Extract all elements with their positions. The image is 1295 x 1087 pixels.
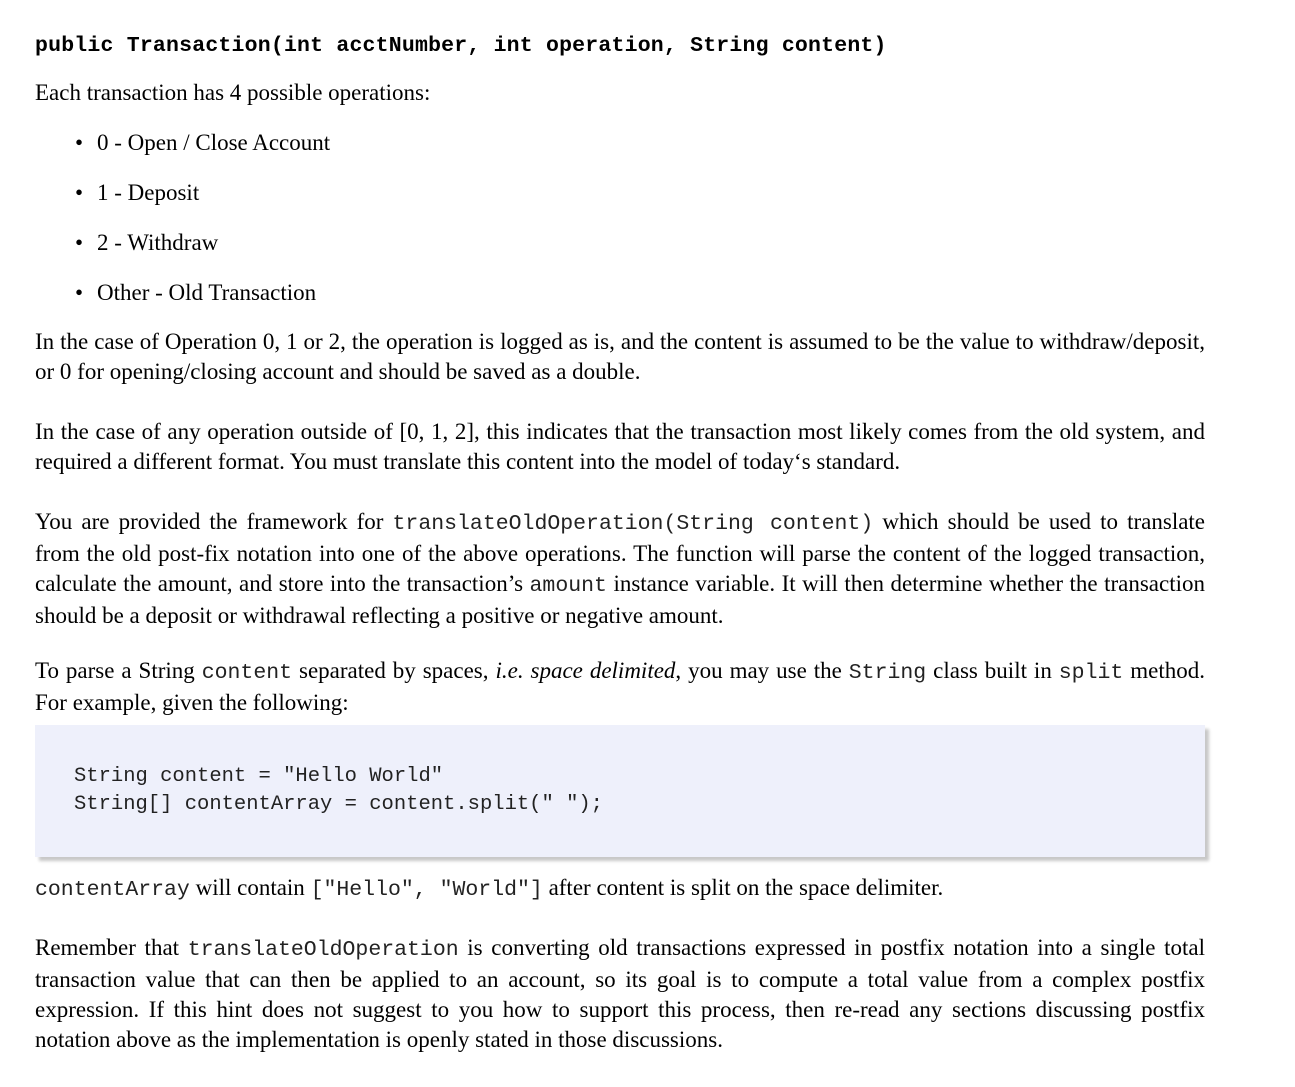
text-span: which should be used to translate from the old post-fix notation into one of the above operations. The function will parse the content of the logged transaction, calculate the amount, and store into the transaction’s bbox=[35, 509, 1206, 596]
range-math: [0, 1, 2] bbox=[399, 419, 475, 444]
operation-label: 2 - Withdraw bbox=[97, 230, 219, 255]
operation-label: 0 - Open / Close Account bbox=[97, 130, 331, 155]
text-span: You are provided the framework for bbox=[35, 509, 393, 534]
code-block bbox=[35, 725, 1205, 857]
text-span: , this indicates that the transaction most likely comes from the old system, and required a different format. You must translate this content into the model of today‘s standard. bbox=[35, 419, 1205, 474]
text-span: will contain bbox=[189, 875, 311, 900]
operations-list bbox=[75, 128, 330, 328]
operation-label: 1 - Deposit bbox=[97, 180, 200, 205]
inline-code: translateOldOperation bbox=[187, 938, 459, 962]
text-span: method. For example, given the following: bbox=[35, 658, 1205, 715]
operation-label: Other - Old Transaction bbox=[97, 280, 317, 305]
intro-text: Each transaction has 4 possible operations: bbox=[35, 80, 431, 105]
code-listing bbox=[74, 763, 603, 819]
bullet-icon: • bbox=[75, 180, 84, 205]
bullet-icon: • bbox=[75, 130, 84, 155]
code-line: String[] contentArray = content.split(" "); bbox=[74, 793, 603, 816]
inline-code: translateOldOperation(String content) bbox=[392, 512, 874, 536]
italic-text: i.e. space delimited bbox=[495, 658, 676, 683]
paragraph-split-result bbox=[35, 873, 1205, 905]
paragraph-old-operations bbox=[35, 417, 1205, 477]
bullet-icon: • bbox=[75, 280, 84, 305]
inline-code: String bbox=[848, 661, 927, 685]
paragraph-operations-012: In the case of Operation 0, 1 or 2, the operation is logged as is, and the content is assumed to be the value to withdraw/deposit, or 0 for opening/closing account and should be saved as a double. bbox=[35, 329, 1205, 384]
list-item bbox=[75, 278, 330, 328]
text-span: instance variable. It will then determine whether the transaction should be a deposit or withdrawal reflecting a positive or negative amount. bbox=[35, 571, 1206, 628]
method-signature: public Transaction(int acctNumber, int operation, String content) bbox=[35, 34, 887, 58]
list-item bbox=[75, 128, 330, 178]
text-span: , you may use the bbox=[675, 658, 849, 683]
text-span: In the case of any operation outside of bbox=[35, 419, 400, 444]
text-span: after content is split on the space delimiter. bbox=[542, 875, 944, 900]
bullet-icon: • bbox=[75, 230, 84, 255]
list-item bbox=[75, 228, 330, 278]
list-item bbox=[75, 178, 330, 228]
inline-code: split bbox=[1058, 661, 1124, 685]
paragraph-translate-framework bbox=[35, 507, 1205, 631]
code-line: String content = "Hello World" bbox=[74, 765, 444, 788]
inline-code: content bbox=[201, 661, 293, 685]
text-span: is converting old transactions expressed in postfix notation into a single total transaction value that can then be applied to an account, so its goal is to compute a total value from a complex postfix expression. If this hint does not suggest to you how to support this process, then re-read any sections discussing postfix notation above as the implementation is openly stated in those discussions. bbox=[35, 935, 1205, 1052]
inline-code: amount bbox=[529, 574, 607, 598]
paragraph-split-method bbox=[35, 656, 1205, 718]
text-span: class built in bbox=[926, 658, 1059, 683]
text-span: separated by spaces, bbox=[292, 658, 496, 683]
inline-code: contentArray bbox=[35, 878, 190, 902]
inline-code: ["Hello", "World"] bbox=[310, 878, 543, 902]
text-span: To parse a String bbox=[35, 658, 202, 683]
text-span: Remember that bbox=[35, 935, 188, 960]
paragraph-postfix-hint bbox=[35, 933, 1205, 1055]
